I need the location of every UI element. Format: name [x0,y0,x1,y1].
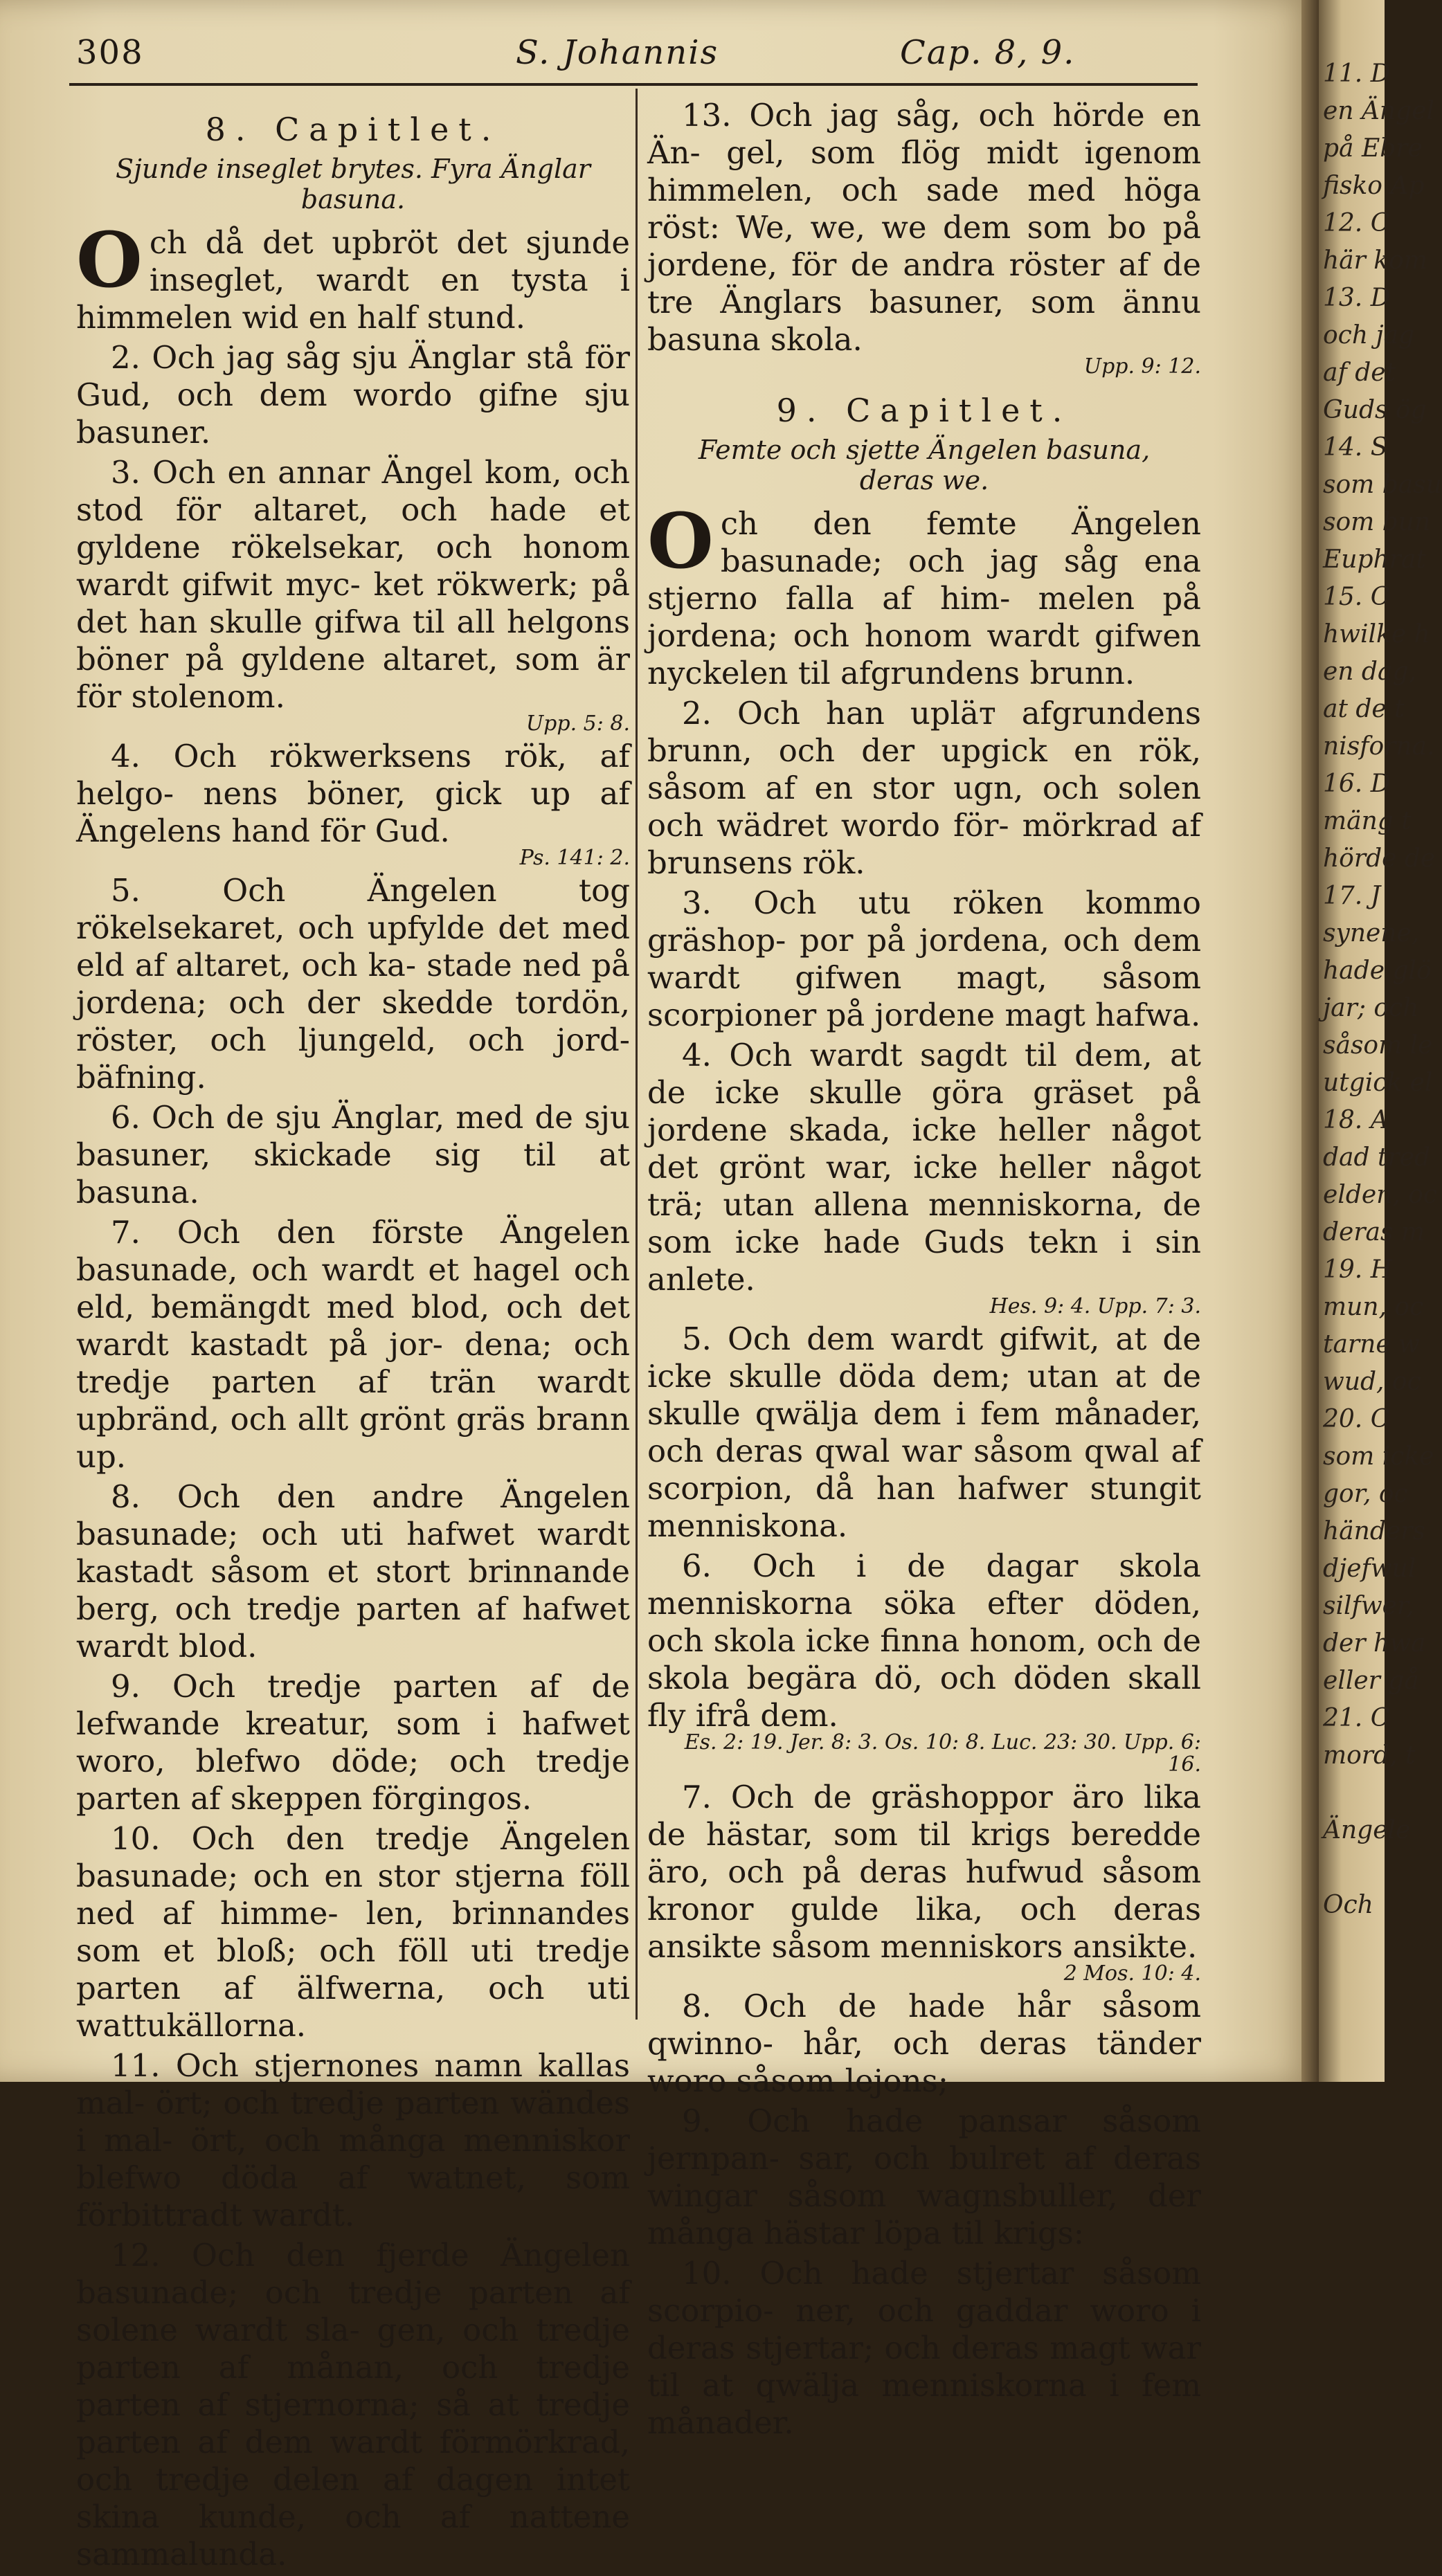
verse-w2 [647,695,1201,882]
verse-v1 [76,215,630,336]
verse-v2 [76,339,630,451]
verse-w8 [647,1988,1201,2100]
chapter-9-summary: Femte och sjette Ängelen basuna, deras we. [698,435,1151,496]
adjacent-line: 16. D [1323,770,1391,798]
adjacent-line: 18. A [1323,1106,1389,1134]
verse-w4 [647,1037,1201,1318]
verse-text: 3. Och utu röken kommo gräshop- por på jordena, och dem wardt gifwen magt, såsom scorpioner på jordene magt hafwa. [647,885,1201,1033]
verse-text: 4. Och wardt sagdt til dem, at de icke skulle göra gräset på jordene skada, icke heller något det grönt war, icke heller något trä; utan allena menniskorna, de som icke hade Guds tekn i sin anlete. [647,1037,1201,1298]
adjacent-line: 14. S [1323,433,1388,462]
drop-cap: O [76,215,143,305]
adjacent-line: såsom le [1323,1031,1433,1060]
verse-text: 13. Och jag såg, och hörde en Än- gel, som flög midt igenom himmelen, och sade med höga röst: We, we, we dem som bo på jordene, för de andra röster af de tre Änglars basuner, som ännu basuna skola. [647,97,1201,358]
verse-v11 [76,2047,630,2234]
verse-v12 [76,2237,630,2573]
adjacent-line: nisforna. [1323,732,1435,761]
verse-v7 [76,1214,630,1476]
verse-text: 11. Och stjernones namn kallas mal- ört; och tredje parten wändes i mal- ört, och många menniskor blefwo döda af watnet, som förbittradt wardt. [76,2047,630,2233]
verse-text: 9. Och tredje parten af de lefwande kreatur, som i hafwet woro, blefwo döde; och tredje parten af skeppen förgingos. [76,1668,630,1817]
verse-v3 [76,454,630,735]
adjacent-line: mun, oc [1323,1293,1424,1321]
adjacent-line: och jag [1323,321,1415,350]
verse-w7 [647,1779,1201,1985]
adjacent-line: at de t [1323,695,1405,723]
adjacent-line: händers [1323,1517,1425,1545]
verse-w10 [647,2255,1201,2442]
cross-reference: Upp. 5: 8. [525,711,630,736]
adjacent-line: deras m [1323,1218,1425,1246]
verse-text: 7. Och den förste Ängelen basunade, och wardt et hagel och eld, bemängdt med blod, och det wardt kastadt på jor- dena; och tredje parten af trän wardt upbränd, och allt grönt gräs brann up. [76,1214,630,1475]
adjacent-line: mäng t [1323,807,1412,835]
left-column [76,97,630,2576]
cross-reference: 2 Mos. 10: 4. [1063,1961,1201,1986]
page-number: 308 [76,33,144,72]
chapter-9-heading: 9. Capitlet. [776,392,1072,429]
adjacent-line: Guds ög [1323,396,1427,424]
verse-v8 [76,1478,630,1665]
adjacent-line: 13. D [1323,284,1391,312]
adjacent-line: på Ebre [1323,134,1423,163]
adjacent-line: gor, oc [1323,1480,1408,1508]
verse-text: 8. Och den andre Ängelen basunade; och uti hafwet wardt kastadt såsom et stort brinnande berg, och tredje parten af hafwet wardt blod. [76,1478,630,1665]
cross-reference: Upp. 9: 12. [1083,354,1201,379]
chapter-8-heading: 8. Capitlet. [205,111,501,148]
verse-w3 [647,885,1201,1034]
cross-reference: Es. 2: 19. Jer. 8: 3. Os. 10: 8. Luc. 23: 30. Upp. 6: 16. [684,1730,1201,1777]
adjacent-line: 12. C [1323,209,1390,237]
adjacent-line: silfwer, [1323,1592,1414,1620]
verse-text: 3. Och en annar Ängel kom, och stod för altaret, och hade et gyldene rökelsekar, och honom wardt gifwit myc- ket rökwerk; på det han skulle gifwa til all helgons böner på gyldene altaret, som är för stolenom. [76,454,630,715]
adjacent-line: en Ängel [1323,97,1434,125]
adjacent-line: jar; och [1323,994,1419,1022]
adjacent-line: 19. H [1323,1255,1393,1284]
adjacent-line: 11. D [1323,60,1391,88]
verse-text: 10. Och den tredje Ängelen basunade; och en stor stjerna föll ned af himme- len, brinnandes som et bloß; och föll uti tredje parten af älfwerna, och uti wattukällorna. [76,1820,630,2044]
verse-v4 [76,738,630,869]
adjacent-line: der hwa [1323,1629,1426,1658]
verse-text: 9. Och hade pansar såsom jernpan- sar, och bulret af deras wingar såsom wagnsbuller, der många hästar löpa til krigs: [647,2103,1201,2251]
verse-text: 12. Och den fjerde Ängelen basunade; och tredje parten af solene wardt sla- gen, och tredje parten af månan, och tredje parten af stjernorna; så at tredje parten af dem wardt förmörkrad, och tredje delen af dagen intet skina kunde, och af nattene sammalunda. [76,2237,630,2573]
chapter-reference: Cap. 8, 9. [900,33,1076,72]
adjacent-line: djefwul [1323,1554,1416,1583]
column-divider [636,89,638,2020]
verse-v13 [647,97,1201,378]
adjacent-line: mord, t [1323,1741,1416,1770]
verse-text: 8. Och de hade hår såsom qwinno- hår, och deras tänder woro såsom lejons; [647,1988,1201,2099]
adjacent-line: som icke [1323,1442,1434,1471]
verse-w1 [647,496,1201,692]
adjacent-line: som bun [1323,508,1431,536]
verse-text: 2. Och han upläт afgrundens brunn, och der upgick en rök, såsom af en stor ugn, och solen och wädret wordo för- mörkrad af brunsens rök. [647,695,1201,881]
drop-cap: O [647,496,714,586]
adjacent-line: eller gå [1323,1667,1419,1695]
adjacent-line: dad tred [1323,1143,1431,1172]
cross-reference: Hes. 9: 4. Upp. 7: 3. [989,1294,1201,1318]
cross-reference: Ps. 141: 2. [519,846,630,870]
verse-text: 10. Och hade stjertar såsom scorpio- ner, och gaddar woro i deras stjertar; och deras magt war til at qwälja menniskorna i fem månader. [647,2255,1201,2441]
verse-text: ch då det upbröt det sjunde inseglet, wardt en tysta i himmelen wid en half stund. [76,224,630,336]
adjacent-line: Euphrat [1323,545,1426,574]
adjacent-line: hade glö [1323,956,1432,985]
verse-text: 5. Och Ängelen tog rökelsekaret, och upfylde det med eld af altaret, och ka- stade ned på jordena; och der skedde tordön, röster, och ljungeld, och jord- bäfning. [76,872,630,1096]
verse-v5 [76,872,630,1096]
adjacent-line: 21. C [1323,1704,1390,1732]
right-column [647,97,1201,2445]
adjacent-line: wud, oc [1323,1368,1421,1396]
adjacent-line: en dag, [1323,657,1416,686]
verse-v6 [76,1099,630,1211]
adjacent-line: af det [1323,359,1396,387]
header-rule [69,83,1198,86]
running-title: S. Johannis [516,33,719,72]
adjacent-line: hörde de [1323,844,1436,873]
adjacent-line: elden, oc [1323,1181,1438,1209]
chapter-8-verses [76,215,630,2573]
verse-w5 [647,1321,1201,1545]
adjacent-line: 15. C [1323,583,1390,611]
verse-w9 [647,2103,1201,2252]
adjacent-line: 17. J [1323,882,1381,910]
adjacent-line: 20. C [1323,1405,1390,1433]
adjacent-line: utgick el [1323,1069,1433,1097]
verse-v10 [76,1820,630,2044]
verse-text: 2. Och jag såg sju Änglar stå för Gud, och dem wordo gifne sju basuner. [76,339,630,451]
chapter-9-verses [647,496,1201,2442]
verse-text: 4. Och rökwerksens rök, af helgo- nens böner, gick up af Ängelens hand för Gud. [76,738,630,849]
verse-text: ch den femte Ängelen basunade; och jag såg ena stjerno falla af him- melen på jordena; och honom wardt gifwen nyckelen til afgrundens brunn. [647,505,1201,691]
verse-text: 6. Och i de dagar skola menniskorna söka efter döden, och skola icke finna honom, och de skola begära dö, och döden skall fly ifrå dem. [647,1548,1201,1734]
adjacent-line: synene, [1323,919,1420,947]
adjacent-page [1319,0,1442,2082]
adjacent-line: Och [1323,1891,1373,1919]
verse-text: 6. Och de sju Änglar, med de sju basuner, skickade sig til at basuna. [76,1099,630,1210]
verse-text: 5. Och dem wardt gifwit, at de icke skulle döda dem; utan at de skulle qwälja dem i fem månader, och deras qwal war såsom qwal af scorpion, då han hafwer stungit menniskona. [647,1321,1201,1544]
adjacent-line: fisko Ap [1323,172,1425,200]
adjacent-line: tarne w [1323,1330,1420,1359]
chapter-8-summary: Sjunde inseglet brytes. Fyra Änglar basuna. [116,154,591,215]
verse-w6 [647,1548,1201,1776]
adjacent-line: som basu [1323,471,1442,499]
adjacent-line: hwilke h [1323,620,1430,648]
verse-text: 7. Och de gräshoppor äro lika de hästar, som til krigs beredde äro, och på deras hufwud såsom kronor gulde lika, och deras ansikte såsom menniskors ansikte. [647,1779,1201,1965]
adjacent-line: här kom [1323,246,1427,275]
verse-v9 [76,1668,630,1817]
adjacent-line: Ängele [1323,1816,1411,1844]
chapter-8-continued-verses [647,97,1201,378]
